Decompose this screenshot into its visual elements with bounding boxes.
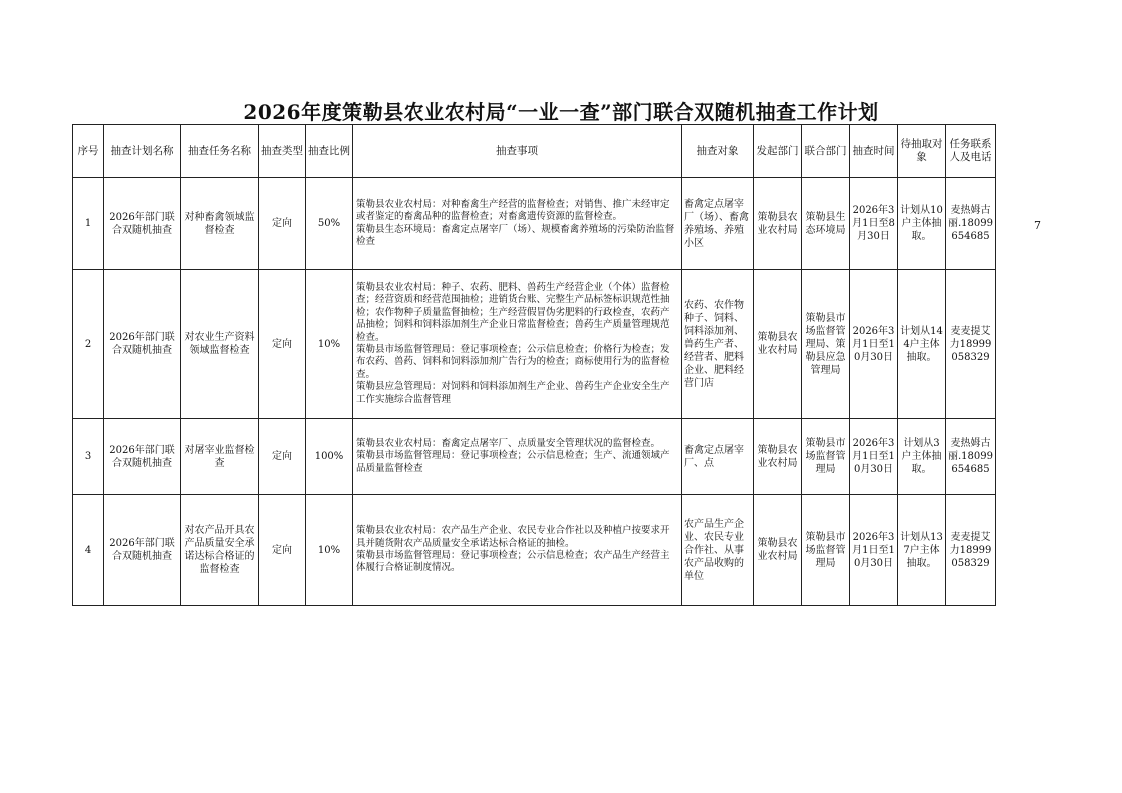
cell-initiator: 策勒县农业农村局: [754, 270, 802, 419]
cell-type: 定向: [259, 178, 306, 270]
cell-pending: 计划从144户主体抽取。: [898, 270, 946, 419]
cell-items: [353, 495, 682, 606]
col-header-plan: 抽查计划名称: [104, 125, 181, 178]
cell-ratio: 10%: [306, 495, 353, 606]
cell-pending: 计划从3户主体抽取。: [898, 419, 946, 495]
item-line: 策勒县生态环境局：畜禽定点屠宰厂（场）、规模畜禽养殖场的污染防治监督检查: [356, 223, 675, 247]
col-header-pending: 待抽取对象: [898, 125, 946, 178]
cell-pending: 计划从10户主体抽取。: [898, 178, 946, 270]
cell-task: 对农业生产资料领域监督检查: [181, 270, 259, 419]
item-line: 策勒县应急管理局：对饲料和饲料添加剂生产企业、兽药生产企业安全生产工作实施综合监督管理: [356, 381, 670, 405]
item-line: 策勒县农业农村局：农产品生产企业、农民专业合作社以及种植户按要求开具并随货附农产品质量安全承诺达标合格证的抽检。: [356, 525, 670, 549]
item-line: 策勒县农业农村局：对种畜禽生产经营的监督检查；对销售、推广未经审定或者鉴定的畜禽品种的监督检查；对畜禽遗传资源的监督检查。: [356, 198, 670, 223]
table-row: [73, 495, 996, 606]
col-header-task: 抽查任务名称: [181, 125, 259, 178]
cell-joint: 策勒县市场监督管理局: [802, 419, 850, 495]
cell-plan: 2026年部门联合双随机抽查: [104, 178, 181, 270]
page-title: 2026年度策勒县农业农村局“一业一查”部门联合双随机抽查工作计划: [243, 100, 879, 124]
cell-contact: 麦热姆古丽.18099654685: [946, 178, 996, 270]
cell-time: 2026年3月1日至10月30日: [850, 495, 898, 606]
cell-plan: 2026年部门联合双随机抽查: [104, 270, 181, 419]
cell-target: 畜禽定点屠宰厂、点: [682, 419, 754, 495]
cell-plan: 2026年部门联合双随机抽查: [104, 495, 181, 606]
table-row: [73, 419, 996, 495]
cell-joint: 策勒县市场监督管理局、策勒县应急管理局: [802, 270, 850, 419]
cell-type: 定向: [259, 270, 306, 419]
item-line: 策勒县农业农村局：畜禽定点屠宰厂、点质量安全管理状况的监督检查。: [356, 437, 661, 449]
cell-no: 2: [73, 270, 104, 419]
col-header-contact: 任务联系人及电话: [946, 125, 996, 178]
item-line: 策勒县农业农村局：种子、农药、肥料、兽药生产经营企业（个体）监督检查；经营资质和经营范围抽检；进销货台账、完整生产品标签标识规范性抽检；农作物种子质量监督抽检；生产经营假冒伪劣肥料的行政检查，农药产品抽检；饲料和饲料添加剂生产企业日常监督检查；兽药生产质量管理规范检查。: [356, 281, 670, 343]
cell-no: 4: [73, 495, 104, 606]
col-header-type: 抽查类型: [259, 125, 306, 178]
cell-type: 定向: [259, 495, 306, 606]
cell-contact: 麦麦提艾力18999058329: [946, 270, 996, 419]
cell-time: 2026年3月1日至8月30日: [850, 178, 898, 270]
cell-contact: 麦麦提艾力18999058329: [946, 495, 996, 606]
table-row: [73, 270, 996, 419]
col-header-items: 抽查事项: [353, 125, 682, 178]
cell-no: 3: [73, 419, 104, 495]
cell-items: [353, 419, 682, 495]
cell-initiator: 策勒县农业农村局: [754, 178, 802, 270]
cell-task: 对农产品开具农产品质量安全承诺达标合格证的监督检查: [181, 495, 259, 606]
inspection-plan-table: [72, 124, 996, 606]
cell-joint: 策勒县生态环境局: [802, 178, 850, 270]
header-row: [73, 125, 996, 178]
cell-target: 农产品生产企业、农民专业合作社、从事农产品收购的单位: [682, 495, 754, 606]
cell-task: 对屠宰业监督检查: [181, 419, 259, 495]
col-header-no: 序号: [73, 125, 104, 178]
col-header-joint: 联合部门: [802, 125, 850, 178]
table-row: [73, 178, 996, 270]
col-header-target: 抽查对象: [682, 125, 754, 178]
cell-initiator: 策勒县农业农村局: [754, 495, 802, 606]
item-line: 策勒县市场监督管理局：登记事项检查；公示信息检查；生产、流通领域产品质量监督检查: [356, 450, 670, 474]
cell-target: 农药、农作物种子、饲料、饲料添加剂、兽药生产者、经营者、肥料企业、肥料经营门店: [682, 270, 754, 419]
side-marker: 7: [1034, 219, 1041, 232]
cell-ratio: 100%: [306, 419, 353, 495]
col-header-initiator: 发起部门: [754, 125, 802, 178]
cell-no: 1: [73, 178, 104, 270]
cell-contact: 麦热姆古丽.18099654685: [946, 419, 996, 495]
cell-task: 对种畜禽领域监督检查: [181, 178, 259, 270]
item-line: 策勒县市场监督管理局：登记事项检查；公示信息检查；农产品生产经营主体履行合格证制度情况。: [356, 550, 670, 574]
cell-type: 定向: [259, 419, 306, 495]
cell-time: 2026年3月1日至10月30日: [850, 419, 898, 495]
cell-plan: 2026年部门联合双随机抽查: [104, 419, 181, 495]
cell-initiator: 策勒县农业农村局: [754, 419, 802, 495]
cell-pending: 计划从137户主体抽取。: [898, 495, 946, 606]
cell-items: [353, 178, 682, 270]
item-line: 策勒县市场监督管理局：登记事项检查；公示信息检查；价格行为检查；发布农药、兽药、饲料和饲料添加剂广告行为的检查；商标使用行为的监督检查。: [356, 344, 670, 380]
cell-ratio: 10%: [306, 270, 353, 419]
col-header-time: 抽查时间: [850, 125, 898, 178]
cell-joint: 策勒县市场监督管理局: [802, 495, 850, 606]
cell-time: 2026年3月1日至10月30日: [850, 270, 898, 419]
cell-items: [353, 270, 682, 419]
cell-ratio: 50%: [306, 178, 353, 270]
cell-target: 畜禽定点屠宰厂（场）、畜禽养殖场、养殖小区: [682, 178, 754, 270]
col-header-ratio: 抽查比例: [306, 125, 353, 178]
